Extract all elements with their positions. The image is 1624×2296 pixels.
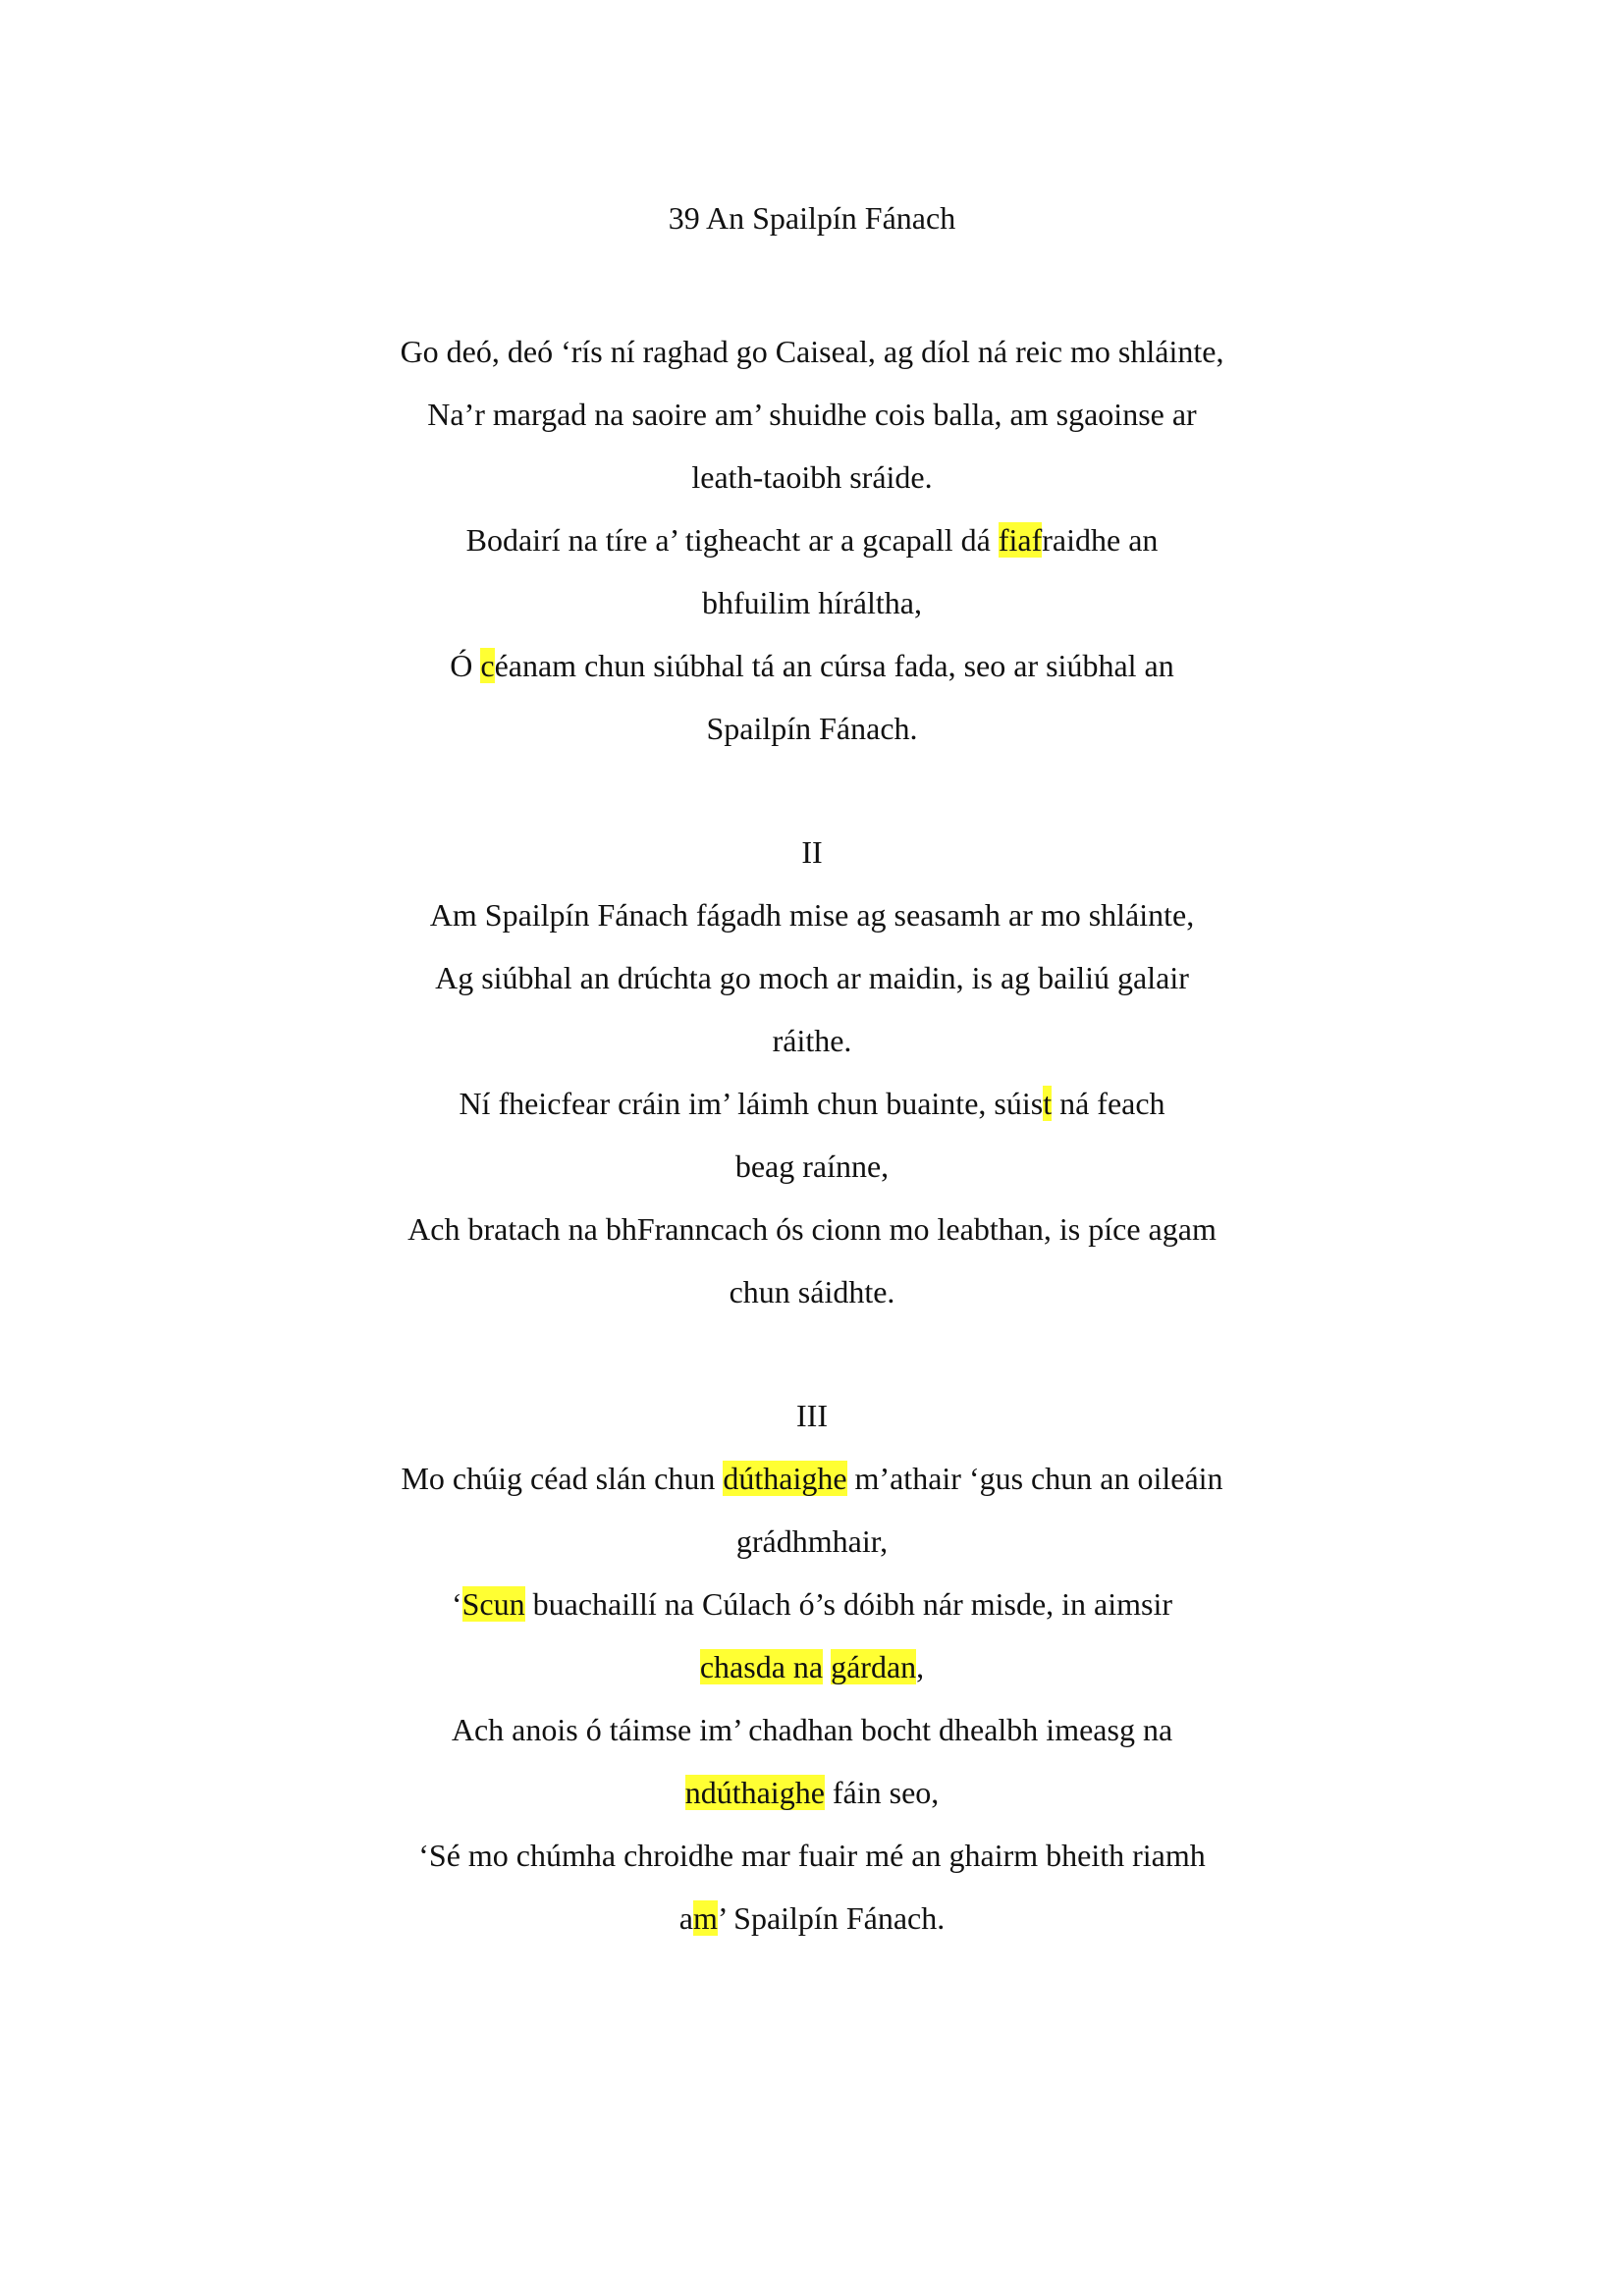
- verse-line: [295, 1447, 1329, 1510]
- verse-text: [823, 1649, 831, 1684]
- verse-line: [295, 1072, 1329, 1135]
- verse-text: Na’r margad na saoire am’ shuidhe cois balla, am sgaoinse ar: [427, 397, 1197, 432]
- verse-line: [295, 1260, 1329, 1323]
- highlighted-text: gárdan: [831, 1649, 917, 1684]
- verse-line: [295, 571, 1329, 634]
- highlighted-text: ndúthaighe: [684, 1775, 825, 1810]
- verse-text: bhfuilim híráltha,: [702, 585, 922, 620]
- verse-text: ‘Sé mo chúmha chroidhe mar fuair mé an ghairm bheith riamh: [418, 1838, 1206, 1873]
- verse-line: [295, 1009, 1329, 1072]
- verse-line: [295, 1573, 1329, 1635]
- verse-text: ráithe.: [772, 1023, 852, 1058]
- verse-text: Am Spailpín Fánach fágadh mise ag seasamh ar mo shláinte,: [429, 897, 1195, 933]
- verse-line: [295, 1635, 1329, 1698]
- verse-text: grádhmhair,: [735, 1523, 889, 1559]
- verse-text: Mo chúig céad slán chun: [401, 1461, 724, 1496]
- verse-text: Ag siúbhal an drúchta go moch ar maidin, is ag bailiú galair: [435, 960, 1189, 995]
- verse-text: éanam chun siúbhal tá an cúrsa fada, seo ar siúbhal an: [494, 648, 1174, 683]
- verse-line: [295, 446, 1329, 508]
- verse-text: ‘: [451, 1586, 462, 1622]
- verse-text: ,: [916, 1649, 925, 1684]
- verse-line: [295, 1510, 1329, 1573]
- stanza-3: [295, 1384, 1329, 1949]
- verse-line: [295, 697, 1329, 760]
- verse-line: [295, 508, 1329, 571]
- verse-text: Spailpín Fánach.: [706, 711, 918, 746]
- verse-line: [295, 383, 1329, 446]
- verse-line: [295, 946, 1329, 1009]
- highlighted-text: chasda na: [699, 1649, 824, 1684]
- highlighted-text: dúthaighe: [723, 1461, 847, 1496]
- verse-line: [295, 1761, 1329, 1824]
- verse-text: Ach bratach na bhFranncach ós cionn mo leabthan, is píce agam: [407, 1211, 1217, 1247]
- verse-line: [295, 883, 1329, 946]
- verse-line: [295, 1135, 1329, 1198]
- verse-text: raidhe an: [1042, 522, 1159, 558]
- stanza-number: III: [796, 1398, 828, 1433]
- stanza-1: [295, 320, 1329, 760]
- verse-text: ná feach: [1052, 1086, 1165, 1121]
- highlighted-text: fiaf: [998, 522, 1043, 558]
- verse-text: ’ Spailpín Fánach.: [717, 1900, 946, 1936]
- verse-text: m’athair ‘gus chun an oileáin: [846, 1461, 1223, 1496]
- verse-text: fáin seo,: [824, 1775, 940, 1810]
- verse-line: [295, 1198, 1329, 1260]
- verse-text: Go deó, deó ‘rís ní raghad go Caiseal, ag díol ná reic mo shláinte,: [400, 334, 1224, 369]
- highlighted-text: m: [692, 1900, 718, 1936]
- highlighted-text: c: [480, 648, 495, 683]
- verse-line: [295, 634, 1329, 697]
- highlighted-text: Scun: [461, 1586, 525, 1622]
- verse-text: chun sáidhte.: [729, 1274, 895, 1309]
- verse-text: Ach anois ó táimse im’ chadhan bocht dhealbh imeasg na: [451, 1712, 1173, 1747]
- verse-line: [295, 1698, 1329, 1761]
- stanza-number: II: [801, 834, 823, 870]
- verse-text: leath-taoibh sráide.: [691, 459, 933, 495]
- stanza-2: [295, 821, 1329, 1323]
- verse-text: Bodairí na tíre a’ tigheacht ar a gcapall dá: [465, 522, 999, 558]
- verse-text: beag raínne,: [734, 1148, 890, 1184]
- verse-text: buachaillí na Cúlach ó’s dóibh nár misde, in aimsir: [524, 1586, 1173, 1622]
- highlighted-text: t: [1043, 1086, 1053, 1121]
- verse-line: [295, 1887, 1329, 1949]
- verse-text: Ní fheicfear cráin im’ láimh chun buainte, súis: [459, 1086, 1044, 1121]
- verse-line: [295, 1824, 1329, 1887]
- verse-text: Ó: [450, 648, 481, 683]
- verse-line: [295, 320, 1329, 383]
- verse-text: a: [678, 1900, 693, 1936]
- poem-title: 39 An Spailpín Fánach: [668, 200, 956, 236]
